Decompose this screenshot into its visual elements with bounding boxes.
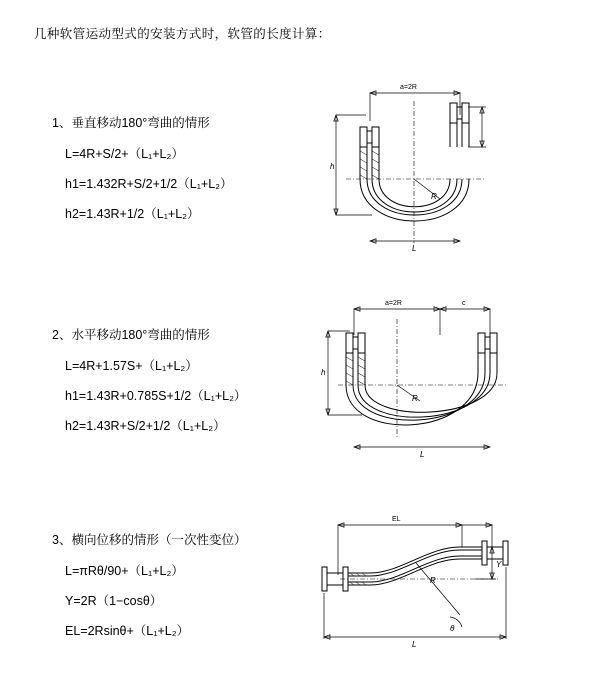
lateral-offset-diagram	[300, 505, 530, 655]
svg-text:θ: θ	[450, 624, 455, 633]
section-3-number: 3、	[52, 533, 72, 547]
svg-text:a=2R: a=2R	[400, 84, 417, 91]
section-2-title: 水平移动180°弯曲的情形	[71, 328, 210, 342]
section-2-heading	[52, 325, 302, 343]
section-3-formula-3: EL=2Rsinθ+（L₁+L₂）	[65, 624, 190, 638]
section-1-text	[52, 113, 302, 234]
section-2-formula-1: L=4R+1.57S+（L₁+L₂）	[65, 359, 198, 373]
section-3-heading	[52, 530, 302, 548]
page-title: 几种软管运动型式的安装方式时，软管的长度计算：	[34, 27, 331, 41]
svg-text:R: R	[431, 192, 437, 201]
svg-text:Y: Y	[496, 560, 502, 569]
section-2-formula-2: h1=1.43R+0.785S+1/2（L₁+L₂）	[65, 389, 247, 403]
vertical-180-bend-diagram	[300, 75, 530, 265]
section-1-formula-1: L=4R+S/2+（L₁+L₂）	[65, 147, 184, 161]
horizontal-180-bend-diagram	[300, 287, 530, 477]
section-1-title: 垂直移动180°弯曲的情形	[71, 116, 210, 130]
svg-text:h: h	[330, 162, 335, 171]
svg-text:h: h	[321, 368, 326, 377]
section-3-title: 横向位移的情形（一次性变位）	[71, 533, 247, 547]
svg-text:L: L	[412, 640, 417, 649]
svg-text:R: R	[430, 576, 436, 585]
svg-text:c: c	[462, 300, 466, 307]
section-3-text	[52, 530, 302, 651]
section-1-formula-3: h2=1.43R+1/2（L₁+L₂）	[65, 207, 200, 221]
section-2-text	[52, 325, 302, 446]
section-1-heading	[52, 113, 302, 131]
svg-text:L: L	[412, 244, 417, 253]
section-1-formula-2: h1=1.432R+S/2+1/2（L₁+L₂）	[65, 177, 233, 191]
section-3-formula-2: Y=2R（1−cosθ）	[65, 594, 163, 608]
svg-text:R: R	[412, 394, 418, 403]
section-1-number: 1、	[52, 116, 72, 130]
svg-text:EL: EL	[392, 516, 401, 523]
section-2-formula-3: h2=1.43R+S/2+1/2（L₁+L₂）	[65, 419, 226, 433]
svg-text:L: L	[420, 450, 425, 459]
svg-text:a=2R: a=2R	[385, 300, 402, 307]
section-3-formula-1: L=πRθ/90+（L₁+L₂）	[65, 564, 184, 578]
section-2-number: 2、	[52, 328, 72, 342]
